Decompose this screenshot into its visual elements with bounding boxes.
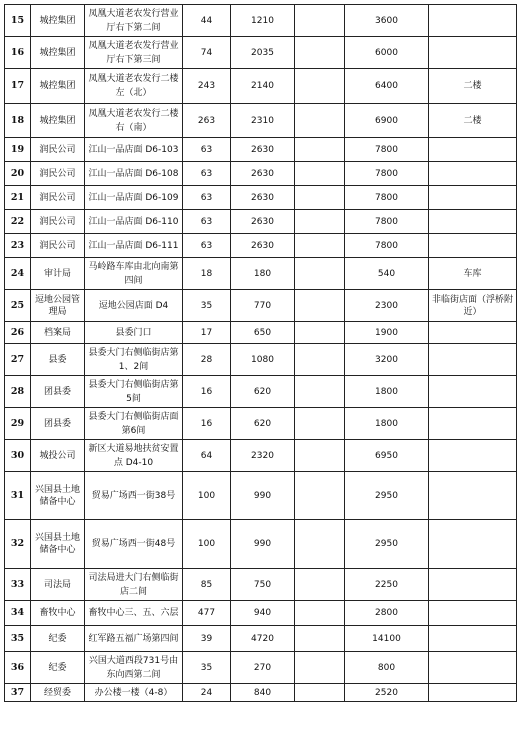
area-cell: 24 [183, 684, 231, 702]
unit-cell: 城投公司 [31, 440, 85, 472]
table-row [5, 626, 517, 652]
price-cell: 4720 [231, 626, 295, 652]
note-cell: 非临街店面（浮桥附近） [429, 290, 517, 322]
rent-cell: 2800 [345, 601, 429, 626]
unit-cell: 城控集团 [31, 104, 85, 138]
blank-cell [295, 344, 345, 376]
table-row [5, 376, 517, 408]
table-row [5, 210, 517, 234]
price-cell: 2630 [231, 186, 295, 210]
price-cell: 840 [231, 684, 295, 702]
row-number: 32 [5, 520, 31, 569]
row-number: 31 [5, 472, 31, 520]
unit-cell: 档案局 [31, 322, 85, 344]
price-cell: 2310 [231, 104, 295, 138]
note-cell [429, 322, 517, 344]
blank-cell [295, 258, 345, 290]
note-cell [429, 344, 517, 376]
location-cell: 办公楼一楼（4-8） [85, 684, 183, 702]
location-cell: 贸易广场西一街38号 [85, 472, 183, 520]
row-number: 16 [5, 37, 31, 69]
row-number: 20 [5, 162, 31, 186]
price-cell: 2035 [231, 37, 295, 69]
area-cell: 35 [183, 652, 231, 684]
unit-cell: 纪委 [31, 652, 85, 684]
rent-cell: 7800 [345, 186, 429, 210]
location-cell: 江山一品店面 D6-111 [85, 234, 183, 258]
location-cell: 凤凰大道老农发行营业厅右下第三间 [85, 37, 183, 69]
blank-cell [295, 138, 345, 162]
note-cell [429, 138, 517, 162]
blank-cell [295, 234, 345, 258]
note-cell [429, 626, 517, 652]
unit-cell: 逗地公园管理局 [31, 290, 85, 322]
rent-cell: 540 [345, 258, 429, 290]
row-number: 30 [5, 440, 31, 472]
rent-cell: 7800 [345, 210, 429, 234]
location-cell: 江山一品店面 D6-108 [85, 162, 183, 186]
row-number: 15 [5, 5, 31, 37]
price-cell: 270 [231, 652, 295, 684]
note-cell: 车库 [429, 258, 517, 290]
rent-cell: 2950 [345, 472, 429, 520]
blank-cell [295, 440, 345, 472]
row-number: 26 [5, 322, 31, 344]
row-number: 21 [5, 186, 31, 210]
unit-cell: 城控集团 [31, 37, 85, 69]
blank-cell [295, 37, 345, 69]
note-cell [429, 5, 517, 37]
unit-cell: 润民公司 [31, 234, 85, 258]
table-row [5, 569, 517, 601]
table-row [5, 601, 517, 626]
table-body [5, 5, 517, 702]
area-cell: 100 [183, 472, 231, 520]
area-cell: 63 [183, 210, 231, 234]
rent-cell: 1800 [345, 376, 429, 408]
blank-cell [295, 684, 345, 702]
row-number: 19 [5, 138, 31, 162]
note-cell [429, 210, 517, 234]
note-cell [429, 440, 517, 472]
location-cell: 畜牧中心三、五、六层 [85, 601, 183, 626]
unit-cell: 畜牧中心 [31, 601, 85, 626]
unit-cell: 经贸委 [31, 684, 85, 702]
table-row [5, 652, 517, 684]
rent-cell: 3200 [345, 344, 429, 376]
unit-cell: 城控集团 [31, 69, 85, 104]
location-cell: 逗地公园店面 D4 [85, 290, 183, 322]
note-cell [429, 234, 517, 258]
row-number: 34 [5, 601, 31, 626]
note-cell [429, 376, 517, 408]
location-cell: 县委大门右侧临街店第1、2间 [85, 344, 183, 376]
table-row [5, 684, 517, 702]
area-cell: 16 [183, 376, 231, 408]
unit-cell: 纪委 [31, 626, 85, 652]
unit-cell: 审计局 [31, 258, 85, 290]
location-cell: 凤凰大道老农发行二楼左（北） [85, 69, 183, 104]
unit-cell: 团县委 [31, 408, 85, 440]
blank-cell [295, 210, 345, 234]
row-number: 37 [5, 684, 31, 702]
table-row [5, 290, 517, 322]
note-cell: 二楼 [429, 69, 517, 104]
area-cell: 64 [183, 440, 231, 472]
unit-cell: 兴国县土地储备中心 [31, 472, 85, 520]
table-row [5, 162, 517, 186]
price-cell: 180 [231, 258, 295, 290]
blank-cell [295, 104, 345, 138]
area-cell: 18 [183, 258, 231, 290]
note-cell [429, 408, 517, 440]
price-cell: 1080 [231, 344, 295, 376]
blank-cell [295, 520, 345, 569]
row-number: 35 [5, 626, 31, 652]
table-row [5, 322, 517, 344]
row-number: 24 [5, 258, 31, 290]
note-cell [429, 472, 517, 520]
note-cell [429, 652, 517, 684]
location-cell: 红军路五福广场第四间 [85, 626, 183, 652]
unit-cell: 润民公司 [31, 186, 85, 210]
location-cell: 县委大门右侧临街店第5间 [85, 376, 183, 408]
note-cell [429, 569, 517, 601]
note-cell [429, 186, 517, 210]
price-cell: 2140 [231, 69, 295, 104]
unit-cell: 司法局 [31, 569, 85, 601]
row-number: 28 [5, 376, 31, 408]
area-cell: 263 [183, 104, 231, 138]
table-row [5, 5, 517, 37]
rent-cell: 6950 [345, 440, 429, 472]
table-row [5, 37, 517, 69]
table-row [5, 520, 517, 569]
rent-cell: 7800 [345, 138, 429, 162]
unit-cell: 县委 [31, 344, 85, 376]
note-cell [429, 37, 517, 69]
area-cell: 85 [183, 569, 231, 601]
location-cell: 兴国大道西段731号由东向西第二间 [85, 652, 183, 684]
note-cell: 二楼 [429, 104, 517, 138]
area-cell: 63 [183, 234, 231, 258]
table-row [5, 186, 517, 210]
area-cell: 477 [183, 601, 231, 626]
price-cell: 990 [231, 520, 295, 569]
price-cell: 620 [231, 376, 295, 408]
location-cell: 县委门口 [85, 322, 183, 344]
blank-cell [295, 376, 345, 408]
rent-cell: 2950 [345, 520, 429, 569]
row-number: 36 [5, 652, 31, 684]
blank-cell [295, 472, 345, 520]
location-cell: 江山一品店面 D6-110 [85, 210, 183, 234]
location-cell: 贸易广场西一街48号 [85, 520, 183, 569]
rent-cell: 6400 [345, 69, 429, 104]
rent-cell: 7800 [345, 162, 429, 186]
rent-cell: 2300 [345, 290, 429, 322]
blank-cell [295, 569, 345, 601]
price-cell: 2630 [231, 210, 295, 234]
blank-cell [295, 5, 345, 37]
price-cell: 770 [231, 290, 295, 322]
table-row [5, 344, 517, 376]
blank-cell [295, 601, 345, 626]
unit-cell: 城控集团 [31, 5, 85, 37]
location-cell: 江山一品店面 D6-103 [85, 138, 183, 162]
rent-cell: 7800 [345, 234, 429, 258]
blank-cell [295, 626, 345, 652]
area-cell: 16 [183, 408, 231, 440]
rent-cell: 1800 [345, 408, 429, 440]
area-cell: 63 [183, 138, 231, 162]
rent-cell: 3600 [345, 5, 429, 37]
table-row [5, 69, 517, 104]
price-cell: 750 [231, 569, 295, 601]
row-number: 25 [5, 290, 31, 322]
area-cell: 39 [183, 626, 231, 652]
area-cell: 35 [183, 290, 231, 322]
row-number: 18 [5, 104, 31, 138]
note-cell [429, 162, 517, 186]
location-cell: 马岭路车库由北向南第四间 [85, 258, 183, 290]
price-cell: 2630 [231, 234, 295, 258]
row-number: 17 [5, 69, 31, 104]
rent-cell: 2520 [345, 684, 429, 702]
blank-cell [295, 322, 345, 344]
row-number: 29 [5, 408, 31, 440]
price-cell: 650 [231, 322, 295, 344]
table-row [5, 408, 517, 440]
location-cell: 新区大道易地扶贫安置点 D4-10 [85, 440, 183, 472]
table-row [5, 104, 517, 138]
property-table [4, 4, 517, 702]
rent-cell: 1900 [345, 322, 429, 344]
area-cell: 74 [183, 37, 231, 69]
table-row [5, 440, 517, 472]
location-cell: 司法局进大门右侧临街店二间 [85, 569, 183, 601]
table-row [5, 258, 517, 290]
area-cell: 100 [183, 520, 231, 569]
price-cell: 1210 [231, 5, 295, 37]
unit-cell: 润民公司 [31, 138, 85, 162]
table-row [5, 234, 517, 258]
blank-cell [295, 408, 345, 440]
rent-cell: 6900 [345, 104, 429, 138]
unit-cell: 润民公司 [31, 162, 85, 186]
area-cell: 44 [183, 5, 231, 37]
location-cell: 凤凰大道老农发行营业厅右下第二间 [85, 5, 183, 37]
area-cell: 17 [183, 322, 231, 344]
blank-cell [295, 290, 345, 322]
area-cell: 243 [183, 69, 231, 104]
note-cell [429, 684, 517, 702]
row-number: 23 [5, 234, 31, 258]
note-cell [429, 601, 517, 626]
rent-cell: 14100 [345, 626, 429, 652]
price-cell: 2320 [231, 440, 295, 472]
rent-cell: 6000 [345, 37, 429, 69]
blank-cell [295, 186, 345, 210]
table-row [5, 472, 517, 520]
blank-cell [295, 162, 345, 186]
unit-cell: 润民公司 [31, 210, 85, 234]
row-number: 22 [5, 210, 31, 234]
location-cell: 凤凰大道老农发行二楼右（南） [85, 104, 183, 138]
rent-cell: 2250 [345, 569, 429, 601]
price-cell: 990 [231, 472, 295, 520]
unit-cell: 兴国县土地储备中心 [31, 520, 85, 569]
price-cell: 940 [231, 601, 295, 626]
price-cell: 2630 [231, 138, 295, 162]
area-cell: 28 [183, 344, 231, 376]
row-number: 33 [5, 569, 31, 601]
blank-cell [295, 652, 345, 684]
area-cell: 63 [183, 162, 231, 186]
table-row [5, 138, 517, 162]
location-cell: 江山一品店面 D6-109 [85, 186, 183, 210]
price-cell: 620 [231, 408, 295, 440]
note-cell [429, 520, 517, 569]
unit-cell: 团县委 [31, 376, 85, 408]
row-number: 27 [5, 344, 31, 376]
price-cell: 2630 [231, 162, 295, 186]
blank-cell [295, 69, 345, 104]
rent-cell: 800 [345, 652, 429, 684]
location-cell: 县委大门右侧临街店面第6间 [85, 408, 183, 440]
area-cell: 63 [183, 186, 231, 210]
